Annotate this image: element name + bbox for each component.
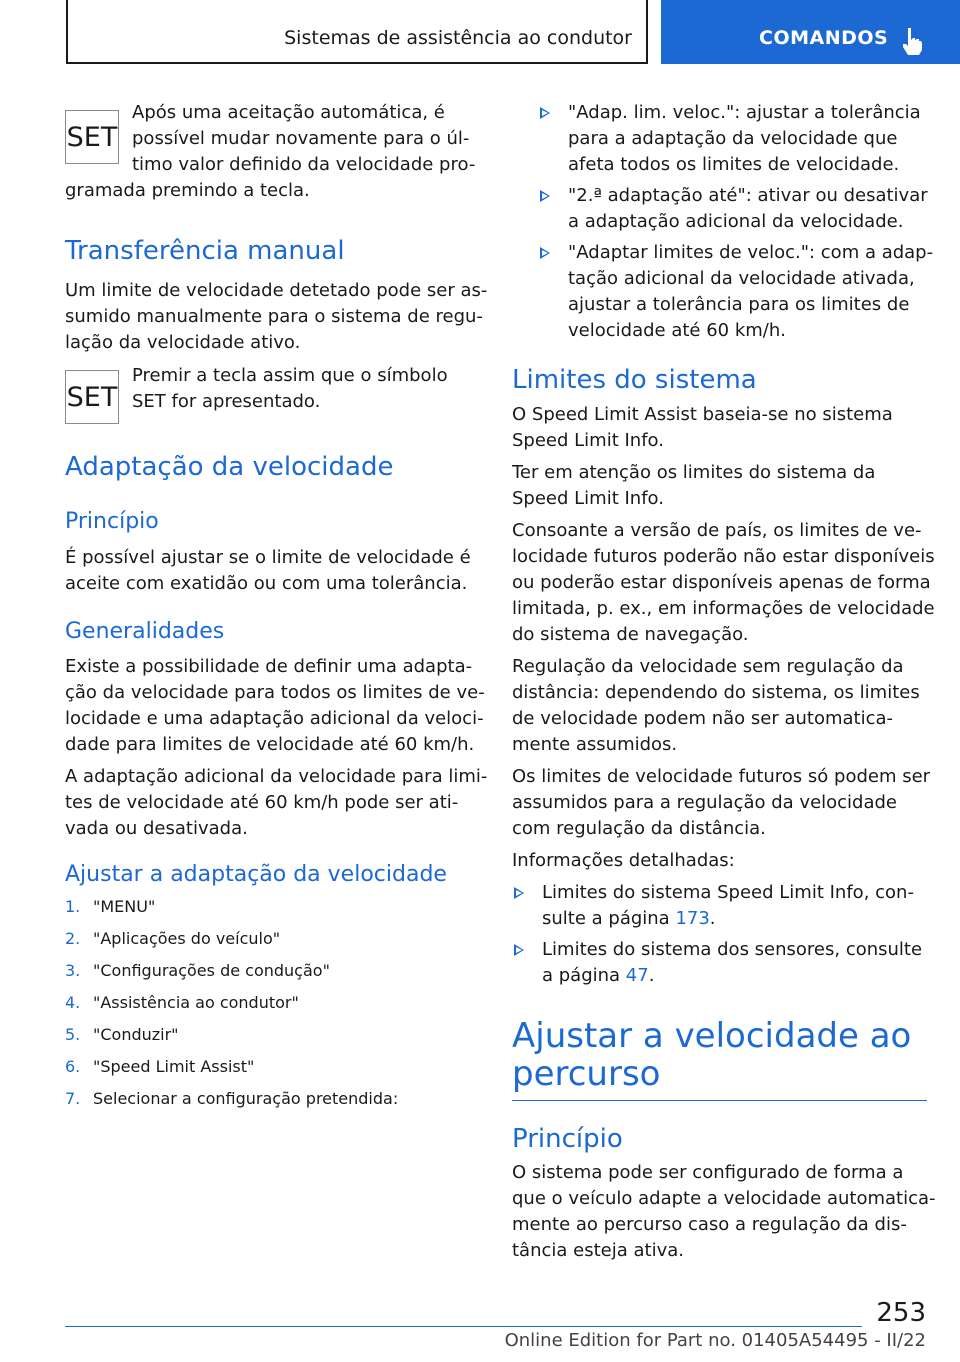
limits-line: locidade futuros poderão não estar disponíveis [512, 546, 935, 567]
header-section-box [66, 0, 648, 64]
intro-line: gramada premindo a tecla. [65, 180, 310, 201]
intro-line: timo valor definido da velocidade pro- [132, 154, 476, 175]
heading-system-limits: Limites do sistema [512, 365, 757, 395]
heading-generalities: Generalidades [65, 619, 225, 644]
bullet-arrow-icon [540, 247, 550, 259]
heading-route-principle: Princípio [512, 1124, 623, 1154]
manual-set-line: SET for apresentado. [132, 391, 321, 412]
limits-line: de velocidade podem não ser automatica- [512, 708, 894, 729]
header-chapter-tab[interactable] [661, 0, 960, 64]
general-line: Existe a possibilidade de definir uma adapta- [65, 656, 473, 677]
header-chapter-label: COMANDOS [759, 27, 889, 49]
manual-line: sumido manualmente para o sistema de regu- [65, 306, 483, 327]
heading-route-speed-line1: Ajustar a velocidade ao [512, 1016, 912, 1056]
limits-line: limitada, p. ex., em informações de velocidade [512, 598, 935, 619]
heading-principle: Princípio [65, 509, 159, 534]
limits-line: Ter em atenção os limites do sistema da [512, 462, 876, 483]
limits-line: com regulação da distância. [512, 818, 766, 839]
list-item: "2.ª adaptação até": ativar ou desativar a adaptação adicional da velocidade. [538, 183, 932, 237]
bullet-arrow-icon [514, 887, 524, 899]
steps-list: 1. "MENU" 2. "Aplicações do veículo" 3. "Configurações de condução" 4. "Assistência ao condutor" 5. "Conduzir" 6. "Speed Limit Assist" 7. Selecionar a configuração pretendida: [65, 897, 399, 1108]
general-line: vada ou desativada. [65, 818, 248, 839]
footer-divider [65, 1326, 862, 1327]
footer-edition: Online Edition for Part no. 01405A54495 - II/22 [504, 1330, 926, 1351]
bullet-arrow-icon [540, 190, 550, 202]
limits-line: Speed Limit Info. [512, 488, 664, 509]
set-button-icon: SET [65, 370, 119, 424]
list-item: "Adaptar limites de veloc.": com a adap- tação adicional da velocidade ativada, ajustar a tolerância para os limites de velocidade até 60 km/h. [538, 240, 932, 346]
manual-line: lação da velocidade ativo. [65, 332, 301, 353]
heading-manual-transfer: Transferência manual [65, 236, 345, 266]
list-item: Limites do sistema Speed Limit Info, con- sulte a página 173. [512, 880, 932, 934]
intro-line: Após uma aceitação automática, é [132, 102, 445, 123]
limits-line: Os limites de velocidade futuros só podem ser [512, 766, 931, 787]
principle-line: É possível ajustar se o limite de velocidade é [65, 547, 471, 568]
heading-speed-adaptation: Adaptação da velocidade [65, 452, 394, 482]
limits-line: do sistema de navegação. [512, 624, 749, 645]
limits-line: ou poderão estar disponíveis apenas de forma [512, 572, 931, 593]
general-line: A adaptação adicional da velocidade para limi- [65, 766, 488, 787]
principle-line: aceite com exatidão ou com uma tolerância. [65, 573, 468, 594]
heading-route-speed-line2: percurso [512, 1054, 661, 1094]
general-line: dade para limites de velocidade até 60 km/h. [65, 734, 475, 755]
heading-adjust-adaptation: Ajustar a adaptação da velocidade [65, 862, 447, 887]
heading-divider [512, 1100, 927, 1101]
limits-line: assumidos para a regulação da velocidade [512, 792, 898, 813]
limits-line: Speed Limit Info. [512, 430, 664, 451]
limits-line: distância: dependendo do sistema, os limites [512, 682, 920, 703]
page-link-173[interactable]: 173 [675, 908, 710, 929]
list-item: "Adap. lim. veloc.": ajustar a tolerância para a adaptação da velocidade que afeta todos os limites de velocidade. [538, 100, 932, 180]
bullet-arrow-icon [540, 107, 550, 119]
limits-line: mente assumidos. [512, 734, 678, 755]
list-item: Limites do sistema dos sensores, consulte a página 47. [512, 937, 932, 991]
manual-set-line: Premir a tecla assim que o símbolo [132, 365, 448, 386]
limits-line: O Speed Limit Assist baseia-se no sistema [512, 404, 893, 425]
limits-line: Regulação da velocidade sem regulação da [512, 656, 904, 677]
page-number: 253 [876, 1298, 926, 1328]
intro-line: possível mudar novamente para o úl- [132, 128, 470, 149]
general-line: ção da velocidade para todos os limites de ve- [65, 682, 485, 703]
manual-line: Um limite de velocidade detetado pode ser as- [65, 280, 488, 301]
page-link-47[interactable]: 47 [625, 965, 649, 986]
details-label: Informações detalhadas: [512, 850, 735, 871]
general-line: locidade e uma adaptação adicional da veloci- [65, 708, 484, 729]
set-button-icon: SET [65, 110, 119, 164]
route-line: tância esteja ativa. [512, 1240, 684, 1261]
hand-pointer-icon [899, 26, 925, 56]
general-line: tes de velocidade até 60 km/h pode ser ati- [65, 792, 459, 813]
header-section-title: Sistemas de assistência ao condutor [284, 27, 632, 49]
route-line: O sistema pode ser configurado de forma a [512, 1162, 904, 1183]
limits-line: Consoante a versão de país, os limites de ve- [512, 520, 922, 541]
bullet-arrow-icon [514, 944, 524, 956]
route-line: mente ao percurso caso a regulação da dis- [512, 1214, 907, 1235]
route-line: que o veículo adapte a velocidade automatica- [512, 1188, 936, 1209]
